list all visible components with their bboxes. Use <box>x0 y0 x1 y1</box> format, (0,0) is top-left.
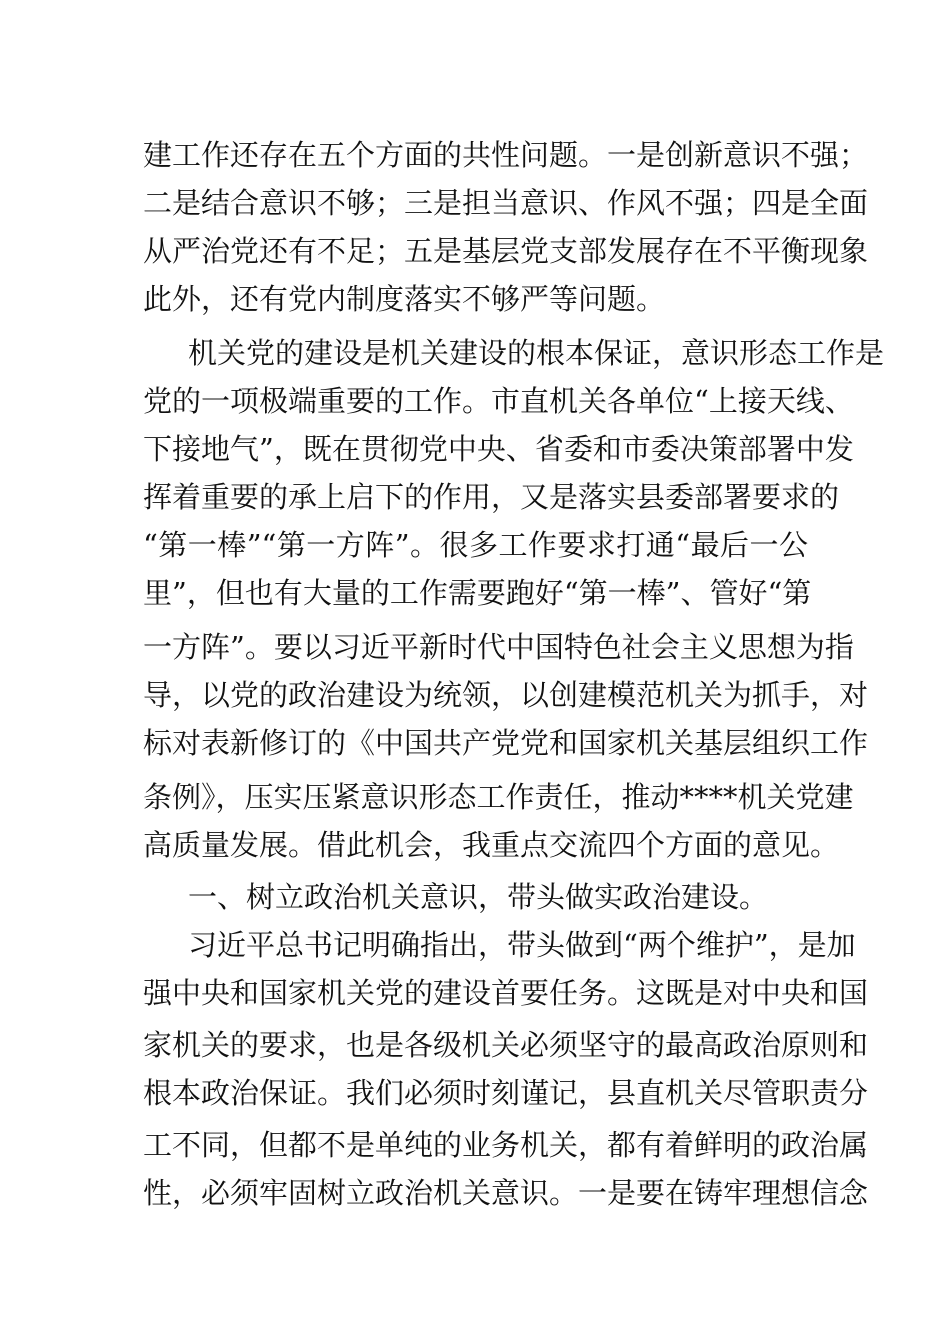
text-line: 下接地气”，既在贯彻党中央、省委和市委决策部署中发 <box>143 432 854 466</box>
text-line: 家机关的要求，也是各级机关必须坚守的最高政治原则和 <box>143 1028 869 1062</box>
text-line: 标对表新修订的《中国共产党党和国家机关基层组织工作 <box>143 726 869 760</box>
text-line: 此外，还有党内制度落实不够严等问题。 <box>143 282 666 316</box>
text-line: 里”，但也有大量的工作需要跑好“第一棒”、管好“第 <box>143 576 812 610</box>
text-line: 从严治党还有不足；五是基层党支部发展存在不平衡现象 <box>143 234 869 268</box>
text-line: 挥着重要的承上启下的作用，又是落实县委部署要求的 <box>143 480 840 514</box>
text-line: 导，以党的政治建设为统领，以创建模范机关为抓手，对 <box>143 678 869 712</box>
text-line: 机关党的建设是机关建设的根本保证，意识形态工作是 <box>188 336 885 370</box>
text-line: 二是结合意识不够；三是担当意识、作风不强；四是全面 <box>143 186 869 220</box>
text-line: 强中央和国家机关党的建设首要任务。这既是对中央和国 <box>143 976 869 1010</box>
section-heading: 一、树立政治机关意识，带头做实政治建设。 <box>188 880 769 914</box>
text-line: 工不同，但都不是单纯的业务机关，都有着鲜明的政治属 <box>143 1128 869 1162</box>
text-line: 一方阵”。要以习近平新时代中国特色社会主义思想为指 <box>143 630 854 664</box>
text-line: 党的一项极端重要的工作。市直机关各单位“上接天线、 <box>143 384 854 418</box>
text-line: 高质量发展。借此机会，我重点交流四个方面的意见。 <box>143 828 840 862</box>
text-line: 条例》，压实压紧意识形态工作责任，推动****机关党建 <box>143 780 854 814</box>
text-line: 习近平总书记明确指出，带头做到“两个维护”，是加 <box>188 928 856 962</box>
text-line: 建工作还存在五个方面的共性问题。一是创新意识不强； <box>143 138 869 172</box>
text-line: “第一棒”“第一方阵”。很多工作要求打通“最后一公 <box>143 528 808 562</box>
text-line: 根本政治保证。我们必须时刻谨记，县直机关尽管职责分 <box>143 1076 869 1110</box>
text-line: 性，必须牢固树立政治机关意识。一是要在铸牢理想信念 <box>143 1176 869 1210</box>
